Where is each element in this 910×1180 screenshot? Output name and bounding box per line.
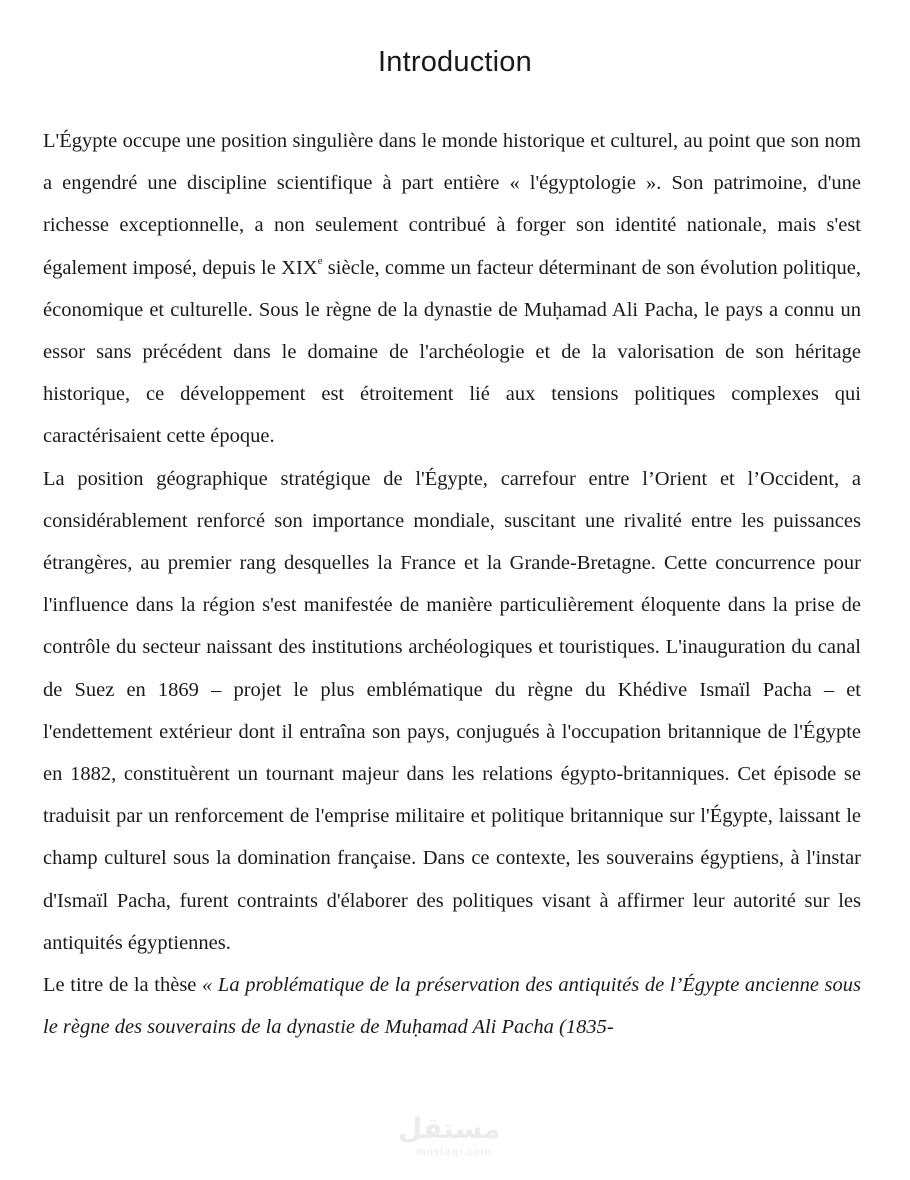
- paragraph-1-text-continued: siècle, comme un facteur déterminant de son évolution politique, économique et culturelle. Sous le règne de la dynastie de Muḥamad Ali Pacha, le pays a connu un essor sans précédent dans le domaine de l'archéologie et de la valorisation de son héritage historique, ce développement est étroitement lié aux tensions politiques complexes qui caractérisaient cette époque.: [43, 256, 862, 448]
- paragraph-3-lead: Le titre de la thèse: [43, 974, 203, 997]
- watermark-url: mostaql.com: [416, 1147, 492, 1158]
- century-superscript: e: [317, 254, 323, 267]
- document-body: [43, 120, 861, 1048]
- paragraph-2: La position géographique stratégique de l'Égypte, carrefour entre l’Orient et l’Occident, a considérablement renforcé son importance mondiale, suscitant une rivalité entre les puissances étrangères, au premier rang desquelles la France et la Grande-Bretagne. Cette concurrence pour l'influence dans la région s'est manifestée de manière particulièrement éloquente dans la prise de contrôle du secteur naissant des institutions archéologiques et touristiques. L'inauguration du canal de Suez en 1869 – projet le plus emblématique du règne du Khédive Ismaïl Pacha – et l'endettement extérieur dont il entraîna son pays, conjugués à l'occupation britannique de l'Égypte en 1882, constituèrent un tournant majeur dans les relations égypto-britanniques. Cet épisode se traduisit par un renforcement de l'emprise militaire et politique britannique sur l'Égypte, laissant le champ culturel sous la domination française. Dans ce contexte, les souverains égyptiens, à l'instar d'Ismaïl Pacha, furent contraints d'élaborer des politiques visant à affirmer leur autorité sur les antiquités égyptiennes.: [43, 467, 861, 954]
- paragraph-3: [43, 964, 861, 1048]
- paragraph-1: [43, 120, 861, 458]
- paragraph-1-text: L'Égypte occupe une position singulière dans le monde historique et culturel, au point que son nom a engendré une discipline scientifique à part entière « l'égyptologie ». Son patrimoine, d'une richesse exceptionnelle, a non seulement contribué à forger son identité nationale, mais s'est également imposé, depuis le XIX: [43, 130, 861, 279]
- thesis-title: « La problématique de la préservation des antiquités de l’Égypte ancienne sous le règne des souverains de la dynastie de Muḥamad Ali Pacha (1835-: [43, 974, 861, 1039]
- page-title: Introduction: [378, 46, 532, 78]
- watermark-logo: مستقل: [398, 1112, 501, 1145]
